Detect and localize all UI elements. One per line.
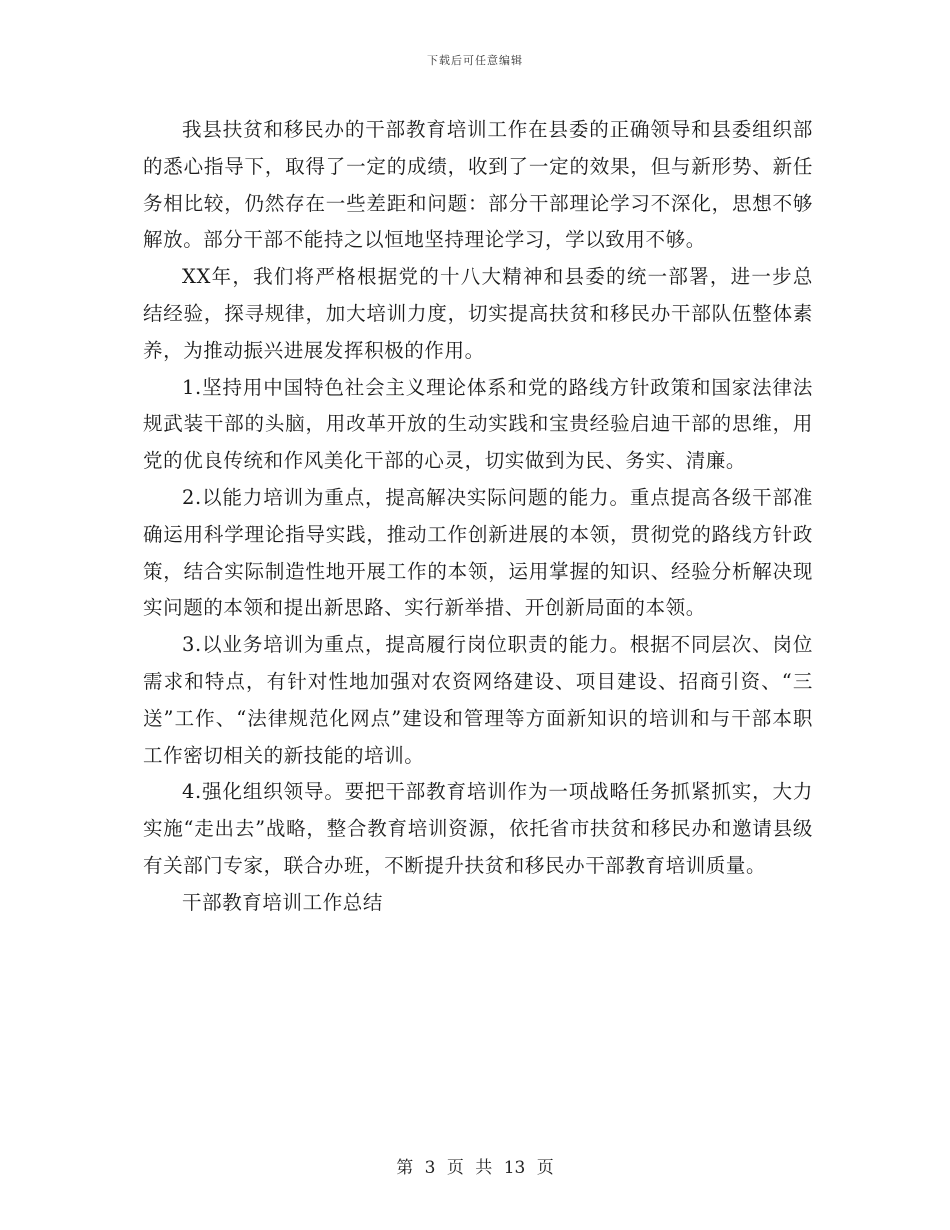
download-note: 下载后可任意编辑 [427,54,523,67]
paragraph-item-2: 2.以能力培训为重点，提高解决实际问题的能力。重点提高各级干部准确运用科学理论指导实践，推动工作创新进展的本领，贯彻党的路线方针政策，结合实际制造性地开展工作的本领，运用掌握的知识、经验分析解决现实问题的本领和提出新思路、实行新举措、开创新局面的本领。 [143,485,813,620]
paragraph-plan: XX年，我们将严格根据党的十八大精神和县委的统一部署，进一步总结经验，探寻规律，加大培训力度，切实提高扶贫和移民办干部队伍整体素养，为推动振兴进展发挥积极的作用。 [143,265,813,362]
page-number: 第 3 页 共 13 页 [396,1158,554,1178]
document-body [143,112,813,922]
paragraph-item-3: 3.以业务培训为重点，提高履行岗位职责的能力。根据不同层次、岗位需求和特点，有针对性地加强对农资网络建设、项目建设、招商引资、“三送”工作、“法律规范化网点”建设和管理等方面新知识的培训和与干部本职工作密切相关的新技能的培训。 [143,633,813,767]
closing-title: 干部教育培训工作总结 [182,890,384,914]
paragraph-item-4: 4.强化组织领导。要把干部教育培训作为一项战略任务抓紧抓实，大力实施“走出去”战略，整合教育培训资源，依托省市扶贫和移民办和邀请县级有关部门专家，联合办班，不断提升扶贫和移民办干部教育培训质量。 [143,780,813,877]
paragraph-item-1: 1.坚持用中国特色社会主义理论体系和党的路线方针政策和国家法律法规武装干部的头脑，用改革开放的生动实践和宝贵经验启迪干部的思维，用党的优良传统和作风美化干部的心灵，切实做到为民、务实、清廉。 [143,375,813,473]
paragraph-intro: 我县扶贫和移民办的干部教育培训工作在县委的正确领导和县委组织部的悉心指导下，取得了一定的成绩，收到了一定的效果，但与新形势、新任务相比较，仍然存在一些差距和问题：部分干部理论学习不深化，思想不够解放。部分干部不能持之以恒地坚持理论学习，学以致用不够。 [143,118,813,252]
